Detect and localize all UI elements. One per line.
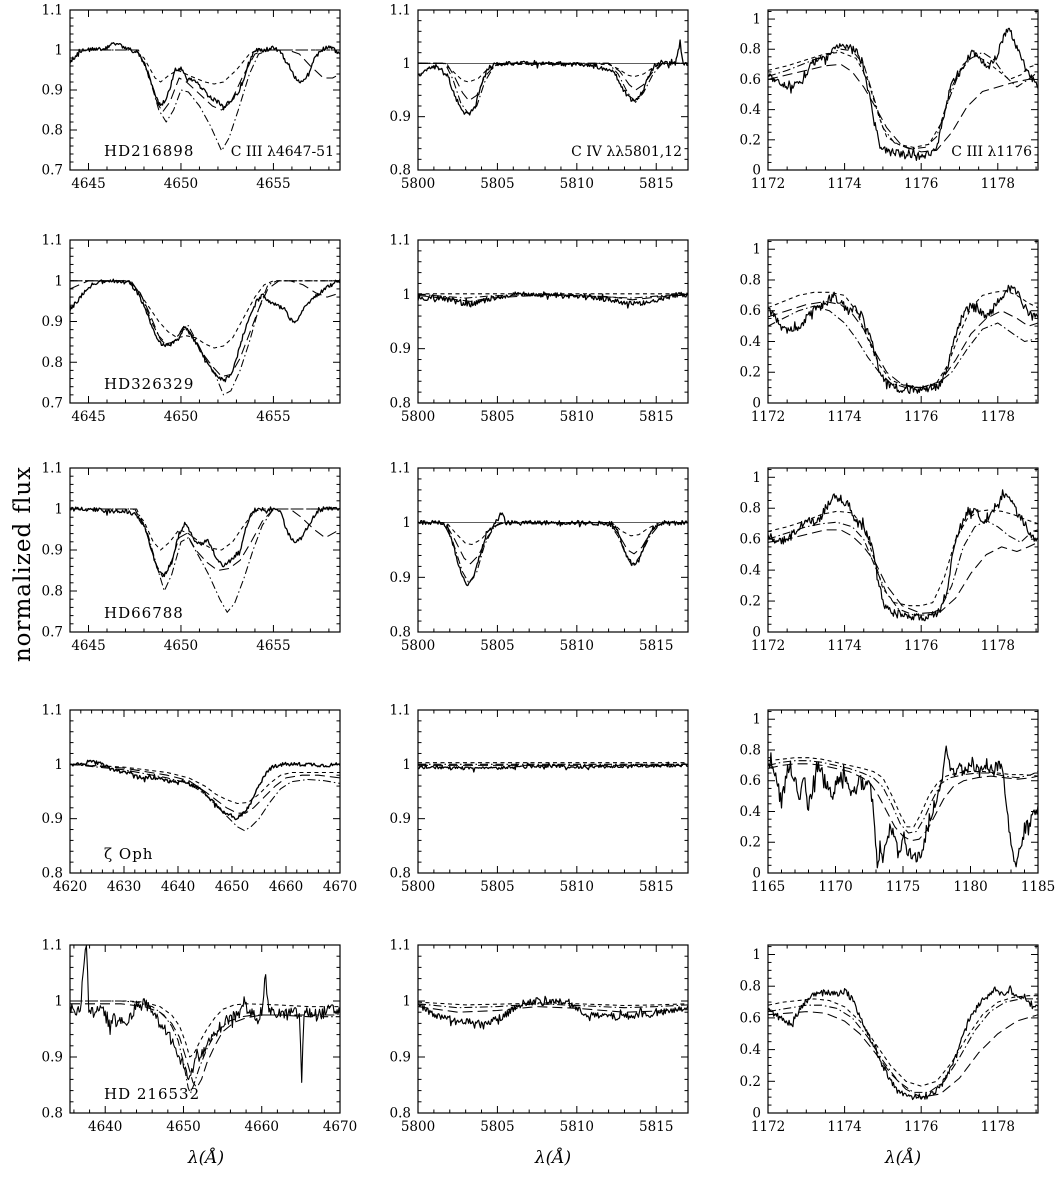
svg-text:0.2: 0.2 (739, 132, 761, 149)
svg-text:5805: 5805 (480, 1119, 515, 1135)
svg-text:0: 0 (752, 624, 761, 641)
svg-text:1178: 1178 (980, 638, 1015, 654)
svg-text:4650: 4650 (166, 1119, 201, 1135)
svg-text:0.7: 0.7 (41, 624, 63, 641)
svg-text:0.9: 0.9 (41, 811, 63, 828)
svg-text:0.9: 0.9 (389, 109, 411, 126)
svg-text:4650: 4650 (163, 176, 199, 192)
svg-text:1.1: 1.1 (41, 2, 63, 19)
svg-text:4645: 4645 (71, 409, 106, 425)
svg-text:0.6: 0.6 (739, 531, 761, 548)
svg-text:0.9: 0.9 (389, 811, 411, 828)
spectrum-plot (718, 702, 1056, 903)
svg-text:0.9: 0.9 (41, 1049, 63, 1066)
x-axis-label-col2: λ(Å) (534, 1148, 572, 1168)
svg-text:5800: 5800 (400, 409, 436, 425)
panel-hd216532-c3-4647 (20, 937, 358, 1143)
svg-text:1174: 1174 (827, 1119, 862, 1135)
svg-text:1174: 1174 (827, 409, 862, 425)
panel-hd66788-c3-1176 (718, 460, 1048, 662)
svg-text:5810: 5810 (559, 1119, 595, 1135)
svg-text:0.8: 0.8 (41, 122, 63, 139)
svg-text:0.8: 0.8 (41, 1105, 63, 1122)
line-id-label: C III λ4647-51 (230, 144, 334, 160)
svg-text:0.9: 0.9 (41, 82, 63, 99)
svg-text:1176: 1176 (904, 1119, 939, 1135)
spectrum-plot (718, 937, 1048, 1143)
svg-text:4660: 4660 (268, 879, 304, 895)
svg-text:1: 1 (402, 756, 411, 773)
svg-text:1: 1 (752, 241, 761, 258)
svg-text:1176: 1176 (904, 638, 939, 654)
svg-text:0.2: 0.2 (739, 1073, 761, 1090)
star-name-label: HD 216532 (104, 1085, 201, 1103)
svg-text:5805: 5805 (480, 638, 515, 654)
svg-text:4640: 4640 (160, 879, 196, 895)
svg-text:0: 0 (752, 162, 761, 179)
svg-text:0.8: 0.8 (739, 41, 761, 58)
panel-hd216532-c4-5801 (368, 937, 698, 1143)
svg-text:1185: 1185 (1020, 879, 1056, 895)
svg-text:1172: 1172 (750, 1119, 786, 1135)
svg-text:4650: 4650 (214, 879, 250, 895)
svg-text:1: 1 (54, 273, 63, 290)
svg-text:0: 0 (752, 1105, 761, 1122)
svg-text:1180: 1180 (953, 879, 988, 895)
spectrum-plot (20, 232, 350, 433)
svg-text:0.8: 0.8 (739, 500, 761, 517)
svg-text:4650: 4650 (163, 638, 199, 654)
svg-text:1.1: 1.1 (41, 937, 63, 954)
svg-text:4655: 4655 (256, 638, 291, 654)
panel-zeta-oph-c4-5801 (368, 702, 698, 903)
svg-text:1178: 1178 (980, 1119, 1015, 1135)
svg-text:0.8: 0.8 (389, 624, 411, 641)
svg-text:1.1: 1.1 (41, 460, 63, 477)
svg-text:1.1: 1.1 (389, 460, 411, 477)
svg-text:4655: 4655 (256, 409, 291, 425)
spectrum-plot (718, 460, 1048, 662)
panel-hd326329-c4-5801 (368, 232, 698, 433)
svg-text:0.8: 0.8 (41, 865, 63, 882)
panel-hd326329-c3-1176 (718, 232, 1048, 433)
spectrum-plot (368, 2, 698, 200)
panel-zeta-oph-c3-4647 (20, 702, 358, 903)
svg-text:1172: 1172 (750, 176, 786, 192)
svg-text:0.9: 0.9 (41, 542, 63, 559)
svg-text:0.6: 0.6 (739, 1010, 761, 1027)
spectrum-plot (368, 460, 698, 662)
spectrum-plot (20, 937, 358, 1143)
svg-text:5815: 5815 (639, 409, 674, 425)
svg-text:1178: 1178 (980, 409, 1015, 425)
svg-text:1.1: 1.1 (41, 232, 63, 249)
svg-text:1: 1 (402, 515, 411, 532)
svg-text:0.8: 0.8 (739, 978, 761, 995)
svg-text:0.2: 0.2 (739, 364, 761, 381)
star-name-label: HD66788 (104, 604, 184, 622)
panel-hd216898-c3-1176 (718, 2, 1048, 200)
panel-hd66788-c4-5801 (368, 460, 698, 662)
svg-text:1176: 1176 (904, 409, 939, 425)
spectrum-plot (20, 702, 358, 903)
svg-text:4620: 4620 (52, 879, 88, 895)
panel-hd216532-c3-1176 (718, 937, 1048, 1143)
svg-text:0.7: 0.7 (41, 162, 63, 179)
svg-text:0.4: 0.4 (739, 333, 761, 350)
svg-text:1.1: 1.1 (389, 232, 411, 249)
svg-text:5805: 5805 (480, 176, 515, 192)
svg-text:1178: 1178 (980, 176, 1015, 192)
svg-text:0: 0 (752, 865, 761, 882)
line-id-label: C III λ1176 (951, 144, 1032, 160)
svg-text:5815: 5815 (639, 176, 674, 192)
star-name-label: HD326329 (104, 375, 195, 393)
svg-text:5800: 5800 (400, 1119, 436, 1135)
svg-text:5800: 5800 (400, 879, 436, 895)
svg-text:1.1: 1.1 (41, 702, 63, 719)
svg-text:0.8: 0.8 (739, 742, 761, 759)
svg-text:1: 1 (54, 42, 63, 59)
svg-text:5810: 5810 (559, 409, 595, 425)
svg-text:0.6: 0.6 (739, 773, 761, 790)
line-id-label: C IV λλ5801,12 (571, 144, 682, 160)
star-name-label: ζ Oph (104, 845, 154, 863)
panel-hd216898-c4-5801 (368, 2, 698, 200)
y-axis-label: normalized flux (10, 465, 36, 663)
svg-text:1175: 1175 (885, 879, 921, 895)
svg-text:0.4: 0.4 (739, 1042, 761, 1059)
panel-hd66788-c3-4647 (20, 460, 350, 662)
svg-text:0: 0 (752, 395, 761, 412)
svg-text:0.8: 0.8 (389, 162, 411, 179)
svg-text:4645: 4645 (71, 176, 106, 192)
svg-text:4670: 4670 (322, 1119, 358, 1135)
svg-text:0.8: 0.8 (41, 583, 63, 600)
svg-text:1.1: 1.1 (389, 702, 411, 719)
svg-text:0.8: 0.8 (389, 865, 411, 882)
star-name-label: HD216898 (104, 142, 195, 160)
panel-zeta-oph-c3-1176 (718, 702, 1056, 903)
svg-text:0.8: 0.8 (41, 354, 63, 371)
svg-text:5810: 5810 (559, 176, 595, 192)
svg-text:4650: 4650 (163, 409, 199, 425)
svg-text:0.2: 0.2 (739, 834, 761, 851)
svg-text:1174: 1174 (827, 176, 862, 192)
svg-text:0.9: 0.9 (389, 341, 411, 358)
svg-text:5805: 5805 (480, 879, 515, 895)
svg-text:1174: 1174 (827, 638, 862, 654)
spectrum-plot (20, 2, 350, 200)
svg-text:0.8: 0.8 (389, 395, 411, 412)
panel-hd216898-c3-4647 (20, 2, 350, 200)
svg-text:0.4: 0.4 (739, 562, 761, 579)
spectrum-plot (368, 702, 698, 903)
svg-text:1: 1 (402, 993, 411, 1010)
panel-hd326329-c3-4647 (20, 232, 350, 433)
svg-text:5810: 5810 (559, 638, 595, 654)
svg-text:1172: 1172 (750, 638, 786, 654)
svg-text:5815: 5815 (639, 638, 674, 654)
svg-text:0.2: 0.2 (739, 593, 761, 610)
svg-text:0.6: 0.6 (739, 71, 761, 88)
svg-text:1: 1 (402, 55, 411, 72)
x-axis-label-col1: λ(Å) (187, 1148, 225, 1168)
svg-text:4670: 4670 (322, 879, 358, 895)
svg-text:1.1: 1.1 (389, 2, 411, 19)
svg-text:1: 1 (752, 11, 761, 28)
spectrum-plot (20, 460, 350, 662)
svg-text:4655: 4655 (256, 176, 291, 192)
svg-text:1.1: 1.1 (389, 937, 411, 954)
svg-text:1: 1 (54, 756, 63, 773)
svg-text:1: 1 (54, 993, 63, 1010)
svg-text:1: 1 (752, 711, 761, 728)
svg-text:5815: 5815 (639, 1119, 674, 1135)
spectrum-plot (368, 937, 698, 1143)
svg-text:0.7: 0.7 (41, 395, 63, 412)
svg-text:4660: 4660 (244, 1119, 279, 1135)
svg-text:4630: 4630 (106, 879, 142, 895)
svg-text:5800: 5800 (400, 176, 436, 192)
svg-text:1: 1 (752, 469, 761, 486)
svg-text:0.6: 0.6 (739, 303, 761, 320)
x-axis-label-col3: λ(Å) (884, 1148, 922, 1168)
svg-text:1170: 1170 (818, 879, 853, 895)
svg-text:0.9: 0.9 (389, 569, 411, 586)
svg-text:4640: 4640 (88, 1119, 123, 1135)
svg-text:1176: 1176 (904, 176, 939, 192)
svg-text:1: 1 (54, 501, 63, 518)
svg-text:0.8: 0.8 (389, 1105, 411, 1122)
svg-text:5800: 5800 (400, 638, 436, 654)
svg-text:1172: 1172 (750, 409, 786, 425)
svg-text:0.4: 0.4 (739, 102, 761, 119)
svg-text:4645: 4645 (71, 638, 106, 654)
svg-text:1: 1 (402, 286, 411, 303)
svg-text:0.9: 0.9 (41, 314, 63, 330)
spectrum-plot (718, 232, 1048, 433)
spectrum-plot (718, 2, 1048, 200)
svg-text:5805: 5805 (480, 409, 515, 425)
svg-text:5815: 5815 (639, 879, 674, 895)
spectrum-plot (368, 232, 698, 433)
svg-text:1: 1 (752, 947, 761, 964)
svg-text:0.9: 0.9 (389, 1049, 411, 1066)
svg-text:0.8: 0.8 (739, 272, 761, 289)
svg-text:5810: 5810 (559, 879, 595, 895)
svg-text:1165: 1165 (750, 879, 786, 895)
svg-text:0.4: 0.4 (739, 803, 761, 820)
